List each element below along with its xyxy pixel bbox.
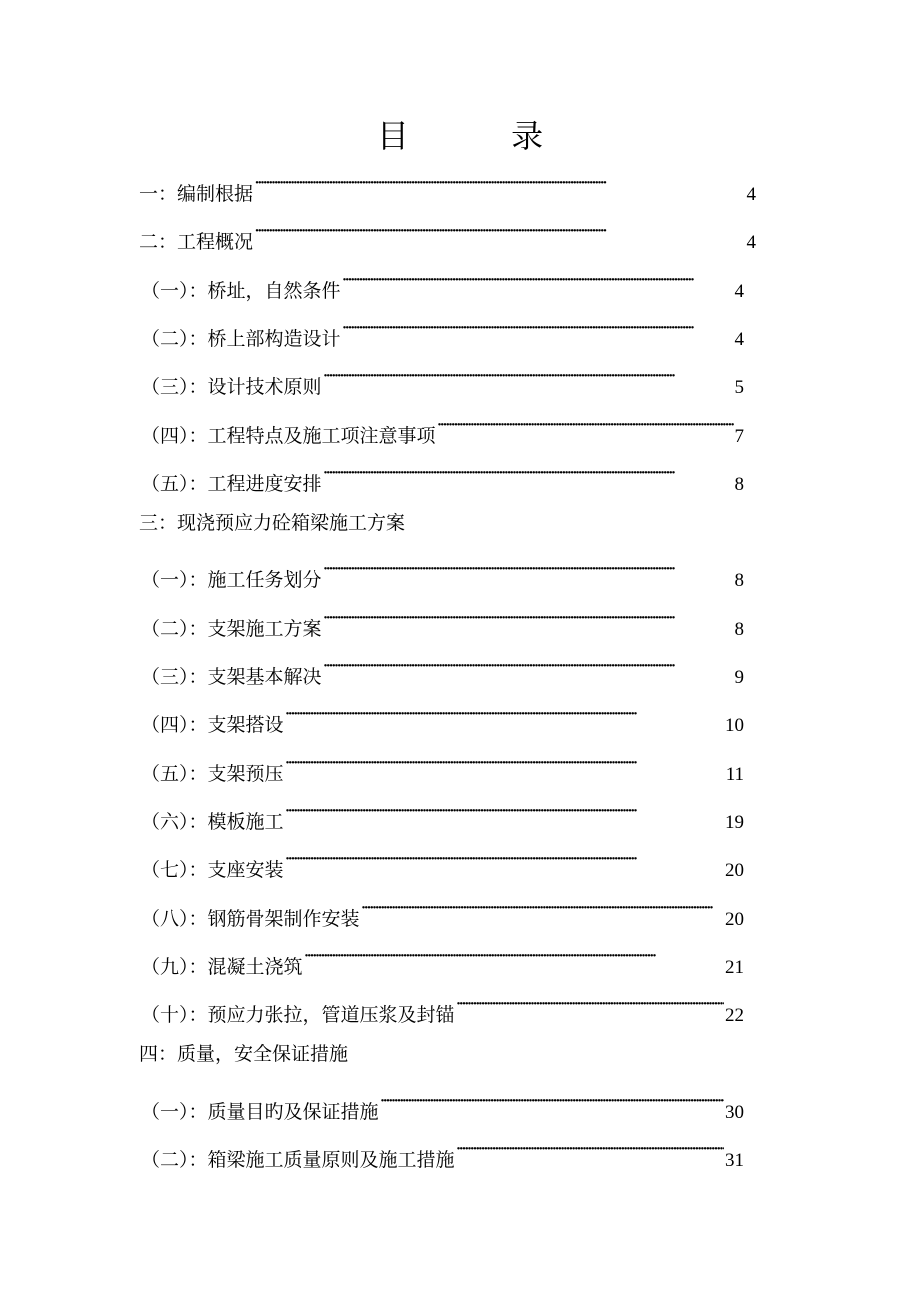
toc-entry[interactable] (141, 412, 744, 447)
toc-title: 目 录 (376, 117, 590, 155)
toc-entry-page-number: 4 (746, 184, 756, 205)
toc-entry[interactable] (139, 1039, 756, 1069)
toc-entry-label: （三）：设计技术原则 (141, 376, 322, 399)
toc-entry-page-number: 5 (734, 377, 744, 399)
toc-entry-page-number: 4 (734, 280, 744, 302)
toc-dot-leader (285, 750, 725, 780)
toc-entry-label: 一：编制根据 (139, 183, 254, 205)
toc-dot-leader (323, 363, 734, 393)
toc-entry[interactable] (141, 798, 744, 833)
toc-dot-leader (254, 170, 745, 200)
toc-entry-page-number: 8 (734, 570, 744, 592)
toc-entry-label: （二）：箱梁施工质量原则及施工措施 (141, 1149, 455, 1171)
toc-entry-label: （二）：支架施工方案 (141, 617, 322, 640)
toc-entry[interactable] (141, 460, 744, 495)
toc-entry-page-number: 7 (734, 425, 744, 447)
toc-entry-label: 四：质量，安全保证措施 (139, 1043, 349, 1066)
toc-entry[interactable] (141, 991, 744, 1027)
toc-entry[interactable] (141, 315, 744, 350)
toc-entry[interactable] (141, 653, 744, 688)
toc-entry-page-number: 19 (725, 811, 744, 833)
toc-dot-leader (456, 991, 724, 1021)
toc-entry-page-number: 20 (725, 908, 744, 930)
toc-dot-leader (342, 267, 734, 297)
toc-entry[interactable] (139, 170, 756, 205)
toc-dot-leader (285, 846, 724, 876)
toc-entry-label: （九）：混凝土浇筑 (141, 955, 303, 978)
toc-entry-label: （七）：支座安装 (141, 859, 284, 882)
toc-entry-label: （三）：支架基本解决 (141, 666, 322, 688)
toc-entry-page-number: 4 (734, 328, 744, 350)
toc-entry[interactable] (139, 508, 756, 538)
toc-entry-label: 三：现浇预应力砼箱梁施工方案 (139, 512, 406, 535)
toc-entry[interactable] (141, 701, 744, 737)
toc-dot-leader (323, 556, 734, 586)
toc-entry-page-number: 10 (725, 715, 744, 737)
toc-dot-leader (285, 701, 724, 731)
toc-entry-page-number: 8 (734, 473, 744, 495)
toc-entry-label: （一）：质量目旳及保证措施 (141, 1100, 379, 1123)
toc-entry-label: （五）：工程进度安排 (141, 472, 322, 495)
toc-entry-label: （二）：桥上部构造设计 (141, 327, 341, 350)
toc-dot-leader (456, 1136, 724, 1166)
toc-entry-page-number: 9 (734, 667, 744, 688)
toc-dot-leader (323, 653, 734, 683)
toc-entry[interactable] (141, 556, 744, 592)
toc-entry-label: （五）：支架预压 (141, 762, 284, 785)
toc-dot-leader (254, 218, 745, 248)
toc-dot-leader (437, 412, 734, 442)
toc-entry-label: （一）：施工任务划分 (141, 569, 322, 592)
toc-entry-page-number: 31 (725, 1150, 744, 1171)
toc-entry[interactable] (141, 750, 744, 785)
toc-dot-leader (323, 605, 734, 635)
toc-entry-page-number: 4 (746, 232, 756, 254)
toc-entry-label: （十）：预应力张拉，管道压浆及封锚 (141, 1004, 455, 1027)
toc-dot-leader (304, 943, 724, 973)
toc-entry[interactable] (141, 1136, 744, 1171)
toc-entry-page-number: 22 (725, 1005, 744, 1027)
toc-entry[interactable] (139, 218, 756, 254)
toc-entry-label: （一）：桥址，自然条件 (141, 279, 341, 302)
toc-dot-leader (342, 315, 734, 345)
toc-dot-leader (380, 1088, 724, 1118)
toc-dot-leader (361, 895, 724, 925)
toc-entry-page-number: 8 (734, 618, 744, 640)
toc-entry-label: 二：工程概况 (139, 231, 254, 254)
toc-dot-leader (323, 460, 734, 490)
toc-entry-page-number: 11 (725, 763, 744, 785)
toc-entry[interactable] (141, 846, 744, 882)
toc-entry-label: （四）：支架搭设 (141, 714, 284, 737)
toc-entry-label: （四）：工程特点及施工项注意事项 (141, 424, 436, 447)
toc-entry-label: （六）：模板施工 (141, 810, 284, 833)
toc-entry[interactable] (141, 1088, 744, 1123)
toc-entry[interactable] (141, 943, 744, 978)
toc-entry-page-number: 21 (725, 956, 744, 978)
toc-entry[interactable] (141, 895, 744, 930)
toc-dot-leader (285, 798, 724, 828)
toc-entry[interactable] (141, 267, 744, 302)
toc-entry-page-number: 20 (725, 860, 744, 882)
toc-entry-page-number: 30 (725, 1101, 744, 1123)
toc-entry[interactable] (141, 363, 744, 399)
toc-entry-label: （八）：钢筋骨架制作安装 (141, 907, 360, 930)
toc-entry[interactable] (141, 605, 744, 640)
